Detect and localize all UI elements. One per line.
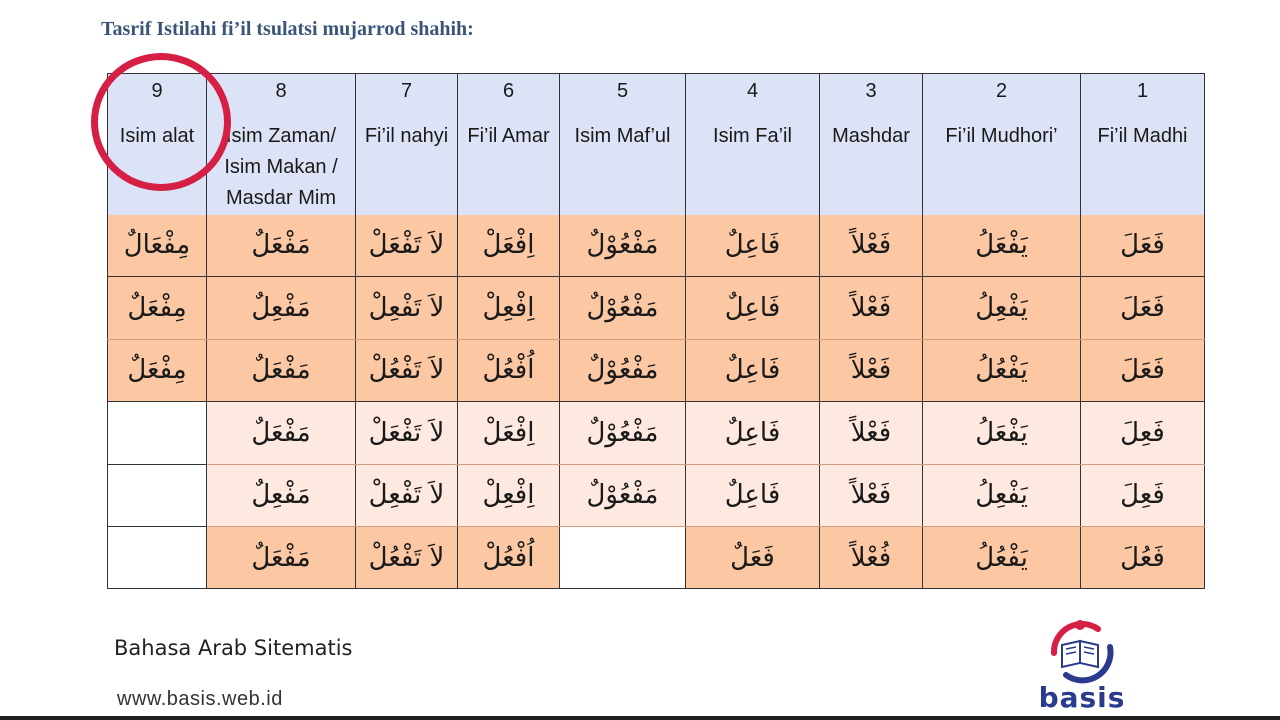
header-label: Isim Maf’ul — [574, 125, 671, 147]
table-cell: لاَ تَفْعِلْ — [356, 464, 458, 526]
table-row — [108, 526, 1205, 588]
table-cell: فَعِلَ — [1081, 402, 1205, 464]
header-number: 2 — [995, 80, 1008, 102]
header-number: 4 — [746, 80, 759, 102]
header-number: 1 — [1136, 80, 1149, 102]
table-cell — [108, 526, 207, 588]
header-number: 7 — [400, 80, 413, 102]
table-cell: لاَ تَفْعَلْ — [356, 402, 458, 464]
table-cell: اِفْعَلْ — [458, 402, 560, 464]
header-cell — [108, 74, 207, 215]
table-cell: فَعَلَ — [1081, 215, 1205, 277]
table-cell: مِفْعَلٌ — [108, 277, 207, 339]
table-cell: فَاعِلٌ — [686, 464, 820, 526]
header-label: Fi’il nahyi — [364, 125, 449, 147]
header-number: 5 — [616, 80, 629, 102]
page-title: Tasrif Istilahi fi’il tsulatsi mujarrod shahih: — [101, 18, 474, 40]
table-cell: يَفْعَلُ — [923, 402, 1081, 464]
table-cell: مَفْعِلٌ — [207, 464, 356, 526]
header-label: Isim alat — [119, 125, 195, 147]
table-cell: يَفْعُلُ — [923, 339, 1081, 401]
table-cell: فَاعِلٌ — [686, 277, 820, 339]
table-cell: فَاعِلٌ — [686, 339, 820, 401]
table-cell: اُفْعُلْ — [458, 526, 560, 588]
table-cell: فَعَلَ — [1081, 277, 1205, 339]
header-number: 8 — [275, 80, 287, 102]
table-cell: مَفْعُوْلٌ — [560, 277, 686, 339]
table-cell: مَفْعَلٌ — [207, 339, 356, 401]
table-cell: مَفْعُوْلٌ — [560, 215, 686, 277]
header-cell — [207, 74, 356, 215]
table-cell: اِفْعَلْ — [458, 215, 560, 277]
table-row — [108, 277, 1205, 339]
table-cell: مَفْعَلٌ — [207, 526, 356, 588]
table-cell: فَعُلَ — [1081, 526, 1205, 588]
header-cell — [458, 74, 560, 215]
header-label: Isim Fa’il — [713, 125, 792, 147]
table-cell: يَفْعُلُ — [923, 526, 1081, 588]
book-globe-icon — [1036, 615, 1128, 685]
table-cell: فَعْلاً — [820, 277, 923, 339]
table-cell: فَعَلٌ — [686, 526, 820, 588]
table-cell: اِفْعِلْ — [458, 464, 560, 526]
footer-brand: Bahasa Arab Sitematis — [114, 636, 353, 660]
table-cell: فَعْلاً — [820, 215, 923, 277]
table-cell: مَفْعُوْلٌ — [560, 402, 686, 464]
table-cell — [560, 526, 686, 588]
table-cell: اِفْعِلْ — [458, 277, 560, 339]
table-cell: لاَ تَفْعُلْ — [356, 339, 458, 401]
header-label: Fi’il Mudhori’ — [945, 125, 1058, 147]
header-label: Mashdar — [832, 125, 910, 147]
table-cell: فَاعِلٌ — [686, 215, 820, 277]
header-cell — [820, 74, 923, 215]
header-cell — [923, 74, 1081, 215]
header-number: 6 — [502, 80, 515, 102]
table-cell: فَعِلَ — [1081, 464, 1205, 526]
table-cell: فَعْلاً — [820, 402, 923, 464]
table-cell: فَعْلاً — [820, 464, 923, 526]
table-cell: فَاعِلٌ — [686, 402, 820, 464]
header-number: 9 — [151, 80, 163, 102]
table-cell: مَفْعُوْلٌ — [560, 464, 686, 526]
table-cell: يَفْعِلُ — [923, 464, 1081, 526]
table-row — [108, 339, 1205, 401]
header-cell — [560, 74, 686, 215]
table-cell — [108, 402, 207, 464]
table-cell: مَفْعَلٌ — [207, 402, 356, 464]
header-label: Fi’il Amar — [467, 125, 550, 147]
table-cell: مَفْعِلٌ — [207, 277, 356, 339]
table-row — [108, 402, 1205, 464]
table-cell: اُفْعُلْ — [458, 339, 560, 401]
table-cell: مَفْعُوْلٌ — [560, 339, 686, 401]
header-number: 3 — [865, 80, 877, 102]
table-cell — [108, 464, 207, 526]
table-cell: فَعْلاً — [820, 339, 923, 401]
header-cell — [356, 74, 458, 215]
header-label: Fi’il Madhi — [1097, 125, 1188, 147]
basis-logo — [1036, 615, 1128, 715]
bottom-border — [0, 716, 1280, 720]
table-row — [108, 464, 1205, 526]
footer-url[interactable]: www.basis.web.id — [117, 688, 283, 710]
logo-text: basis — [1038, 681, 1126, 714]
table-cell: يَفْعَلُ — [923, 215, 1081, 277]
table-cell: لاَ تَفْعَلْ — [356, 215, 458, 277]
header-cell — [1081, 74, 1205, 215]
table-cell: فَعَلَ — [1081, 339, 1205, 401]
table-cell: مِفْعَالٌ — [108, 215, 207, 277]
tasrif-table — [107, 73, 1205, 589]
table-row — [108, 215, 1205, 277]
table-cell: فُعْلاً — [820, 526, 923, 588]
table-cell: يَفْعِلُ — [923, 277, 1081, 339]
table-cell: لاَ تَفْعُلْ — [356, 526, 458, 588]
table-cell: مِفْعَلٌ — [108, 339, 207, 401]
header-label: Isim Zaman/ Isim Makan / Masdar Mim — [224, 125, 338, 209]
header-cell — [686, 74, 820, 215]
table-cell: لاَ تَفْعِلْ — [356, 277, 458, 339]
table-cell: مَفْعَلٌ — [207, 215, 356, 277]
